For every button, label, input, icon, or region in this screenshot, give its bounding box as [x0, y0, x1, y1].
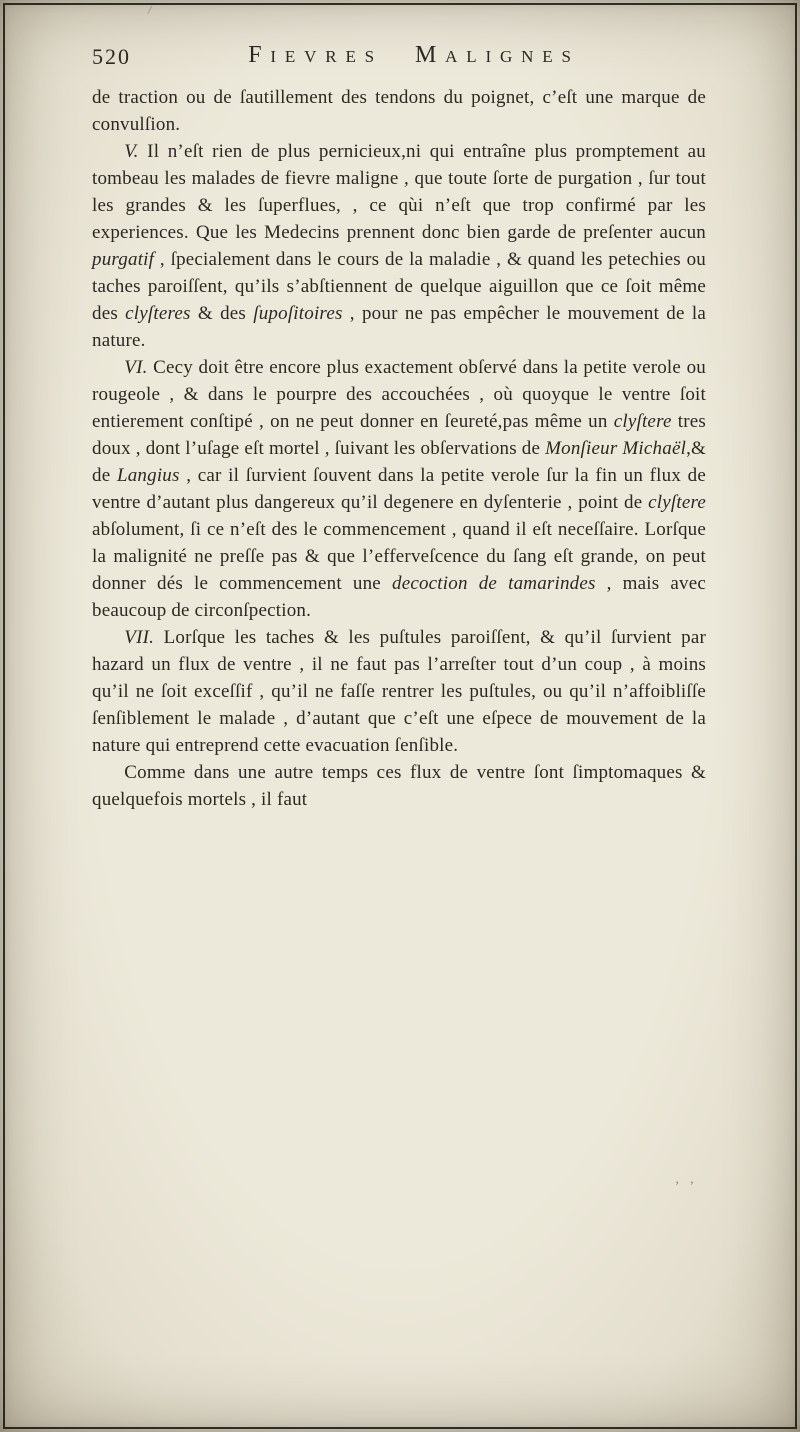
- page-body: [92, 84, 706, 813]
- paragraph-section-v: V. Il n’eſt rien de plus pernicieux,ni qui entraîne plus promptement au tombeau les malades de fievre maligne , que toute ſorte de purgation , ſur tout les grandes & les ſuperflues, , ce qùi n’eſt que trop confirmé par les experiences. Que les Medecins prennent donc bien garde de preſenter aucun purgatif , ſpecialement dans le cours de la maladie , & quand les petechies ou taches paroiſſent, qu’ils s’abſtiennent de quelque aiguillon que ce ſoit même des clyſteres & des ſupoſitoires , pour ne pas empêcher le mouvement de la nature.: [92, 141, 706, 351]
- page-number: 520: [92, 44, 131, 69]
- running-title-word-2: MALIGNES: [414, 42, 580, 68]
- running-title: [92, 42, 706, 69]
- page-content: [92, 42, 706, 813]
- paragraph-continuation: de traction ou de ſautillement des tendons du poignet, c’eſt une marque de convulſion.: [92, 87, 706, 135]
- running-title-word-1: FIEVRES: [248, 42, 383, 68]
- scan-artifact-bottom: ’ ’: [675, 1178, 698, 1193]
- paragraph-closing: Comme dans une autre temps ces flux de ventre ſont ſimptomaques & quelquefois mortels , il faut: [92, 762, 706, 810]
- paragraph-section-vi: VI. Cecy doit être encore plus exactement obſervé dans la petite verole ou rougeole , & dans le pourpre des accouchées , où quoyque le ventre ſoit entierement conſtipé , on ne peut donner en ſeureté,pas même un clyſtere tres doux , dont l’uſage eſt mortel , ſuivant les obſervations de Monſieur Michaël,& de Langius , car il ſurvient ſouvent dans la petite verole ſur la fin un flux de ventre d’autant plus dangereux qu’il degenere en dyſenterie , point de clyſtere abſolument, ſi ce n’eſt des le commencement , quand il eſt neceſſaire. Lorſque la malignité ne preſſe pas & que l’efferveſcence du ſang eſt grande, on peut donner dés le commencement une decoction de tamarindes , mais avec beaucoup de circonſpection.: [92, 357, 707, 621]
- page-header: [92, 42, 706, 76]
- scan-artifact-top: /: [147, 1, 153, 18]
- paragraph-section-vii: VII. Lorſque les taches & les puſtules paroiſſent, & qu’il ſurvient par hazard un flux de ventre , il ne faut pas l’arreſter tout d’un coup , à moins qu’il ne ſoit exceſſif , qu’il ne faſſe rentrer les puſtules, ou qu’il n’affoibliſſe ſenſiblement le malade , d’autant que c’eſt une eſpece de mouvement de la nature qui entreprend cette evacuation ſenſible.: [92, 627, 706, 756]
